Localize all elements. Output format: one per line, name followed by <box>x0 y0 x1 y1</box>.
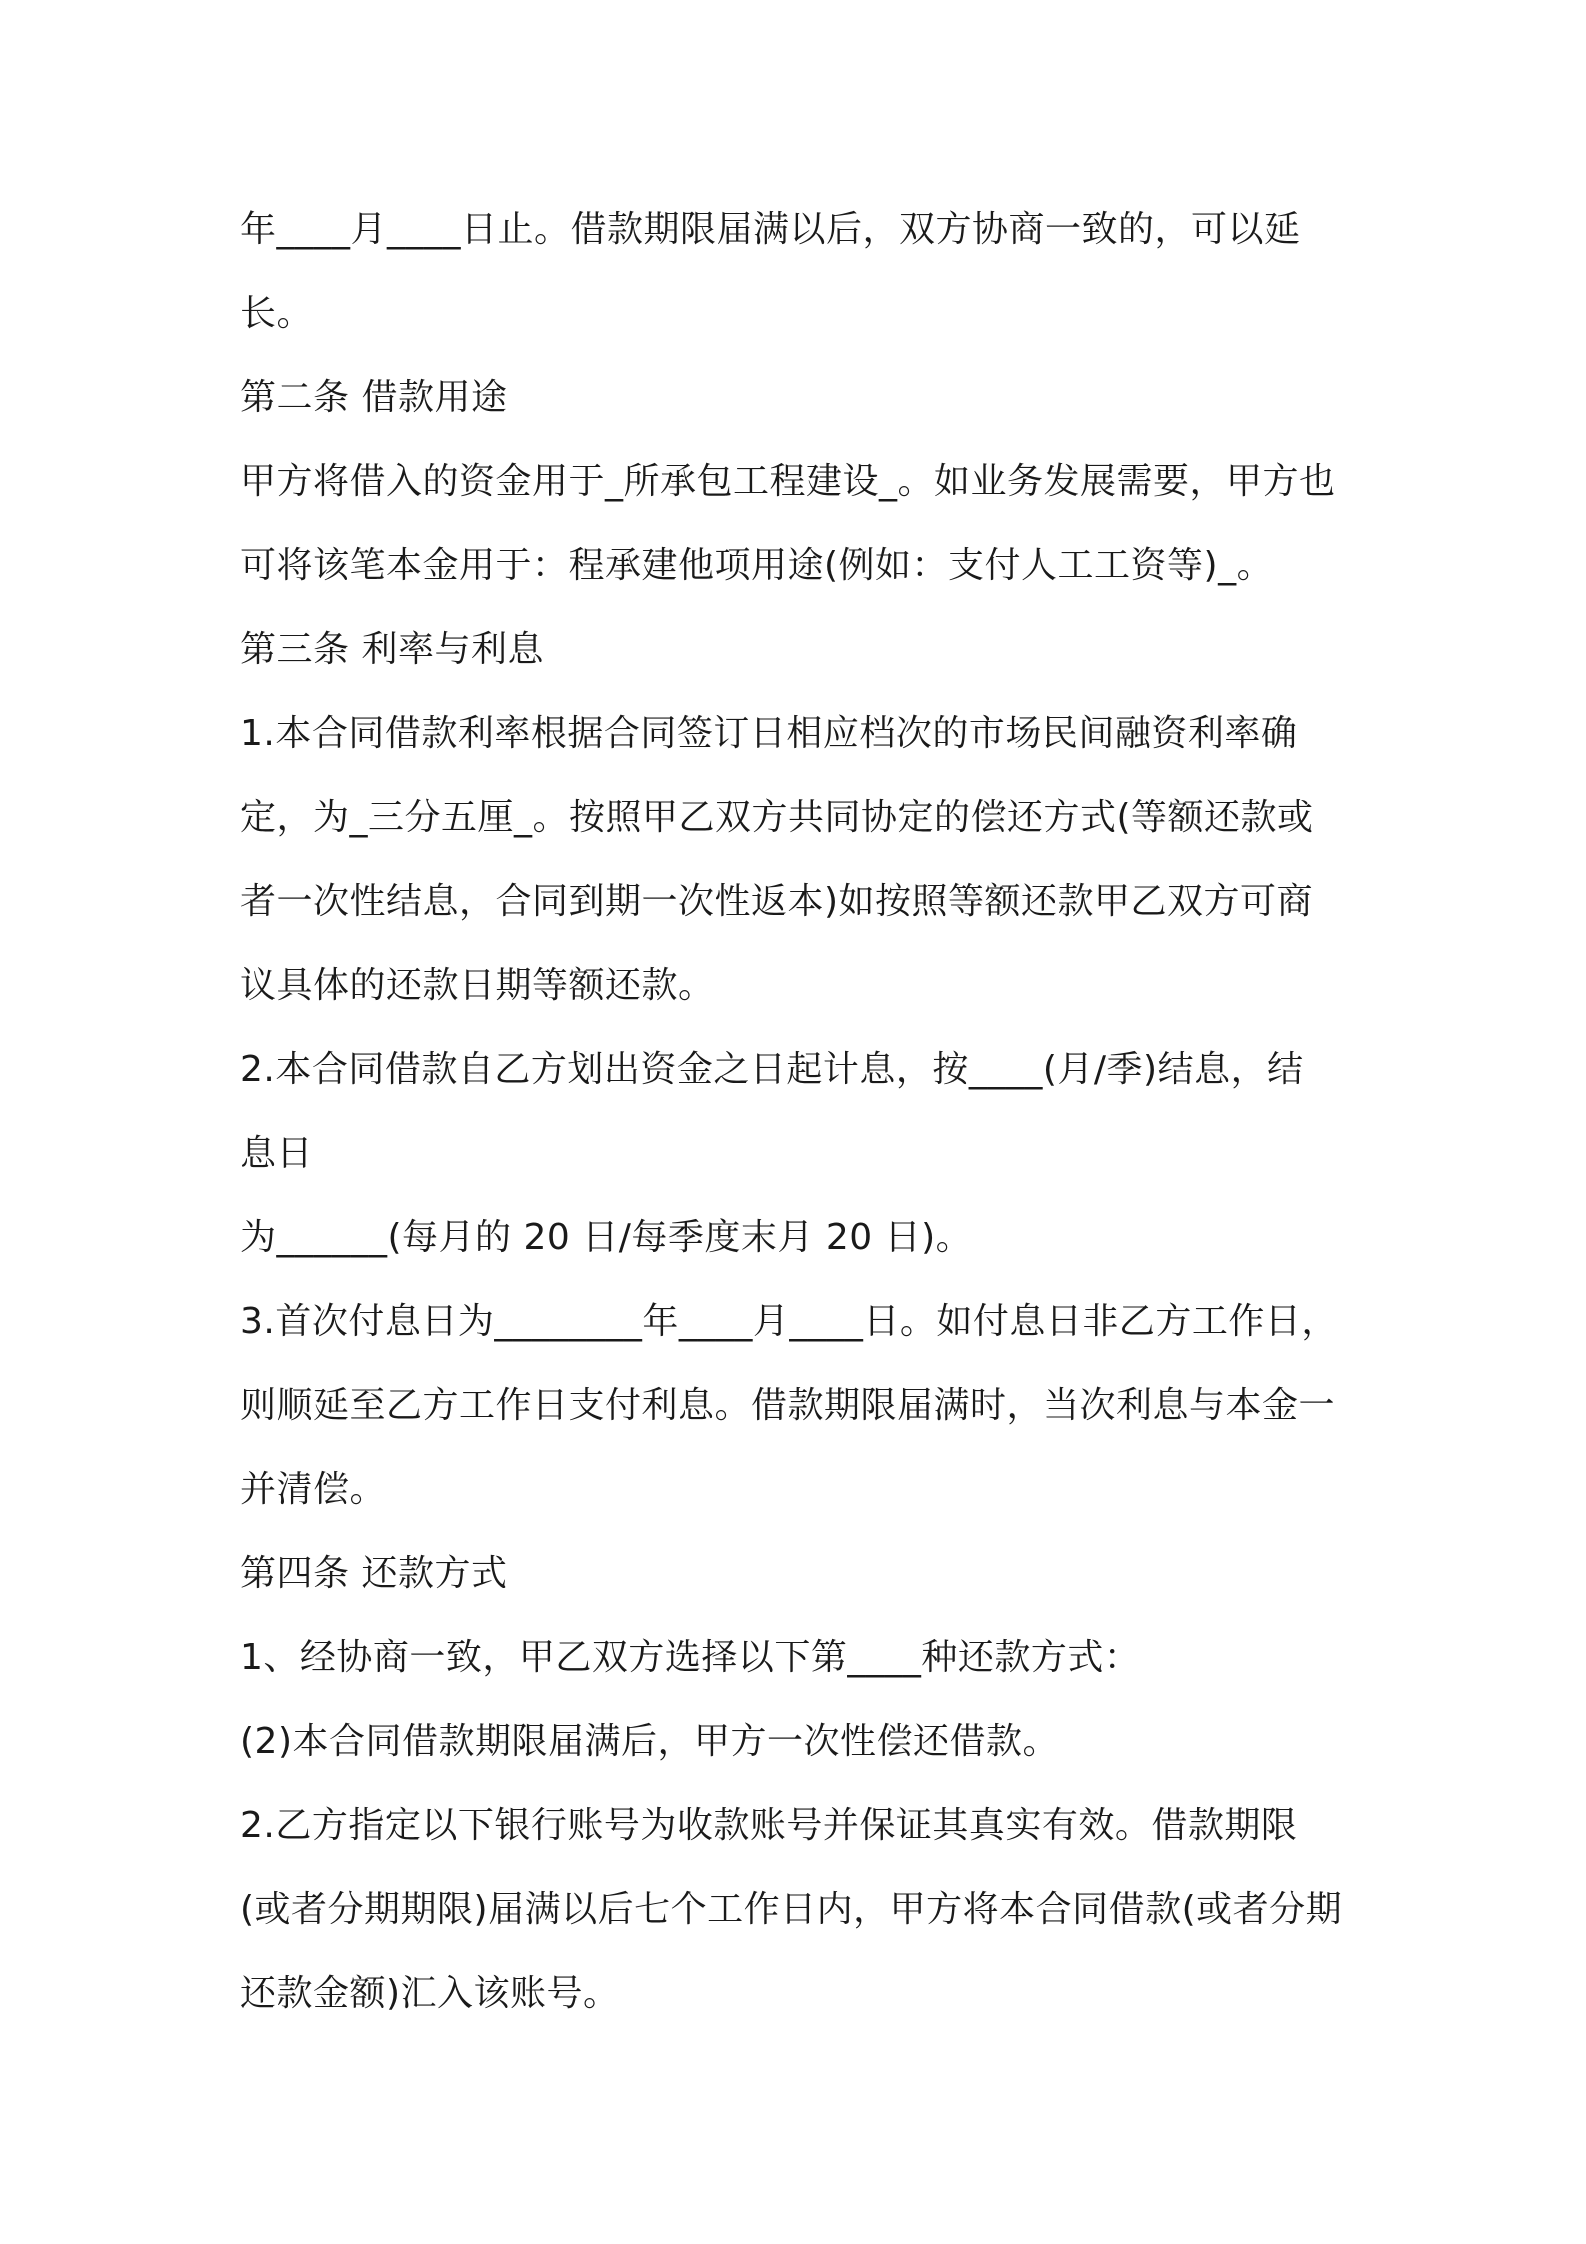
text-line: 可将该笔本金用于：程承建他项用途(例如：支付人工工资等)_。 <box>240 545 1274 586</box>
text-line: 1、经协商一致，甲乙双方选择以下第____种还款方式： <box>240 1637 1141 1678</box>
text-line: 并清偿。 <box>240 1469 387 1510</box>
text-line: 2.本合同借款自乙方划出资金之日起计息，按____(月/季)结息，结 <box>240 1049 1304 1090</box>
text-line: 为______(每月的 20 日/每季度末月 20 日)。 <box>240 1217 973 1258</box>
text-line: 2.乙方指定以下银行账号为收款账号并保证其真实有效。借款期限 <box>240 1805 1298 1846</box>
text-line: 3.首次付息日为________年____月____日。如付息日非乙方工作日， <box>240 1301 1338 1342</box>
text-line: (2)本合同借款期限届满后，甲方一次性偿还借款。 <box>240 1721 1059 1762</box>
document-body <box>240 188 1380 2036</box>
text-line: 甲方将借入的资金用于_所承包工程建设_。如业务发展需要，甲方也 <box>240 461 1336 502</box>
text-line: 长。 <box>240 293 314 334</box>
section-heading: 第二条 借款用途 <box>240 377 508 418</box>
section-heading: 第四条 还款方式 <box>240 1553 508 1594</box>
text-line: 还款金额)汇入该账号。 <box>240 1973 620 2014</box>
text-line: 1.本合同借款利率根据合同签订日相应档次的市场民间融资利率确 <box>240 713 1298 754</box>
text-line: 年____月____日止。借款期限届满以后，双方协商一致的，可以延 <box>240 209 1301 250</box>
text-line: 定，为_三分五厘_。按照甲乙双方共同协定的偿还方式(等额还款或 <box>240 797 1314 838</box>
text-line: 议具体的还款日期等额还款。 <box>240 965 715 1006</box>
section-heading: 第三条 利率与利息 <box>240 629 544 670</box>
text-line: 息日 <box>240 1133 314 1174</box>
text-line: 者一次性结息，合同到期一次性返本)如按照等额还款甲乙双方可商 <box>240 881 1314 922</box>
text-line: 则顺延至乙方工作日支付利息。借款期限届满时，当次利息与本金一 <box>240 1385 1336 1426</box>
text-line: (或者分期期限)届满以后七个工作日内，甲方将本合同借款(或者分期 <box>240 1889 1343 1930</box>
